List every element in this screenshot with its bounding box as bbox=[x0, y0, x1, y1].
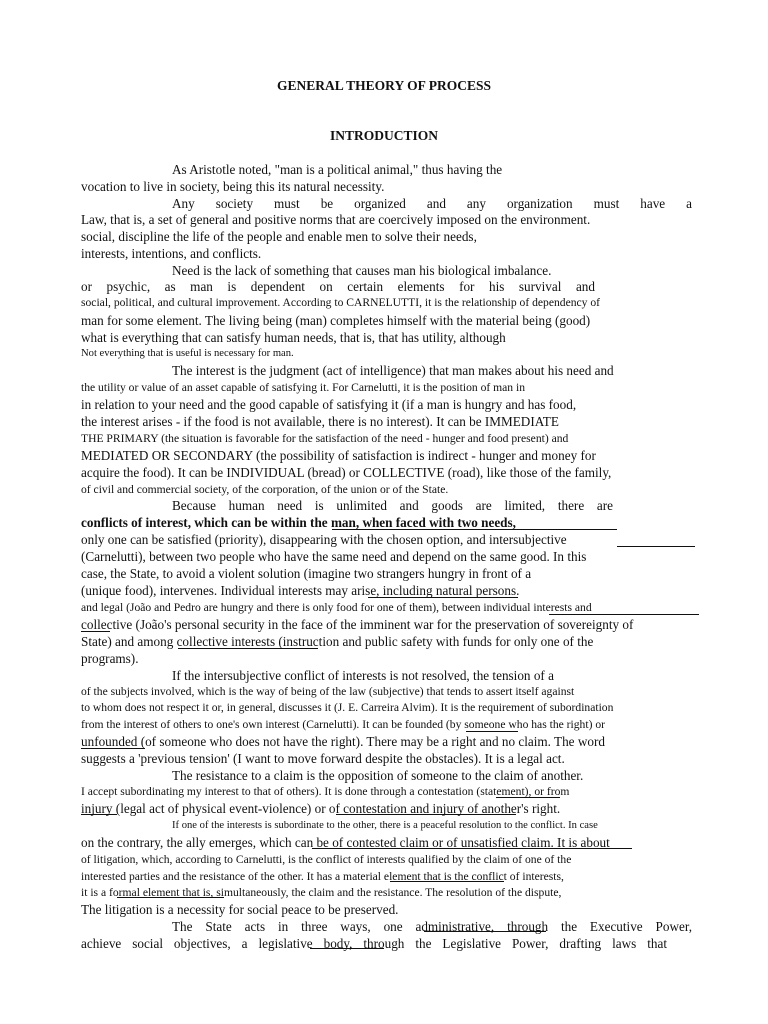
text-line: vocation to live in society, being this its natural necessity. bbox=[81, 179, 385, 194]
text-line: MEDIATED OR SECONDARY (the possibility of satisfaction is indirect - hunger and money for bbox=[81, 448, 596, 463]
underline-mark bbox=[81, 748, 145, 749]
text-line: acquire the food). It can be INDIVIDUAL (bread) or COLLECTIVE (road), like those of the family, bbox=[81, 465, 612, 480]
text-line: social, discipline the life of the people and enable men to solve their needs, bbox=[81, 229, 477, 244]
text-line: As Aristotle noted, "man is a political animal," thus having the bbox=[172, 162, 503, 177]
underline-mark bbox=[368, 597, 518, 598]
section-heading: INTRODUCTION bbox=[329, 128, 438, 143]
underline-mark bbox=[117, 897, 224, 898]
text-line: man for some element. The living being (man) completes himself with the material being (good) bbox=[81, 313, 591, 328]
underline-mark bbox=[424, 931, 546, 932]
text-line: and legal (João and Pedro are hungry and there is only food for one of them), between individual interests and bbox=[81, 601, 592, 614]
underline-mark bbox=[81, 631, 110, 632]
text-line: from the interest of others to one's own interest (Carnelutti). It can be founded (by someone who has the right) or bbox=[81, 718, 605, 731]
text-line: collective (João's personal security in the face of the imminent war for the preservation of sovereignty of bbox=[81, 617, 634, 632]
underline-mark bbox=[310, 948, 384, 949]
text-line: The litigation is a necessity for social peace to be preserved. bbox=[81, 902, 399, 917]
text-line: the interest arises - if the food is not available, there is no interest). It can be IMMEDIATE bbox=[81, 414, 559, 429]
text-line: of civil and commercial society, of the corporation, of the union or of the State. bbox=[81, 483, 449, 496]
text-line: If one of the interests is subordinate to the other, there is a peaceful resolution to the conflict. In case bbox=[172, 820, 598, 831]
text-line: on the contrary, the ally emerges, which can be of contested claim or of unsatisfied claim. It is about bbox=[81, 835, 610, 850]
underline-mark bbox=[332, 529, 617, 530]
text-line: The interest is the judgment (act of intelligence) that man makes about his need and bbox=[172, 363, 614, 378]
underline-mark bbox=[312, 848, 632, 849]
text-line: programs). bbox=[81, 651, 139, 666]
text-line: it is a formal element that is, simultaneously, the claim and the resistance. The resolution of the dispute, bbox=[81, 886, 562, 899]
text-line: of the subjects involved, which is the way of being of the law (subjective) that tends to assert itself against bbox=[81, 685, 575, 698]
text-line: THE PRIMARY (the situation is favorable for the satisfaction of the need - hunger and food present) and bbox=[81, 432, 569, 445]
text-line: in relation to your need and the good capable of satisfying it (if a man is hungry and has food, bbox=[81, 397, 577, 412]
text-line: the utility or value of an asset capable of satisfying it. For Carnelutti, it is the position of man in bbox=[81, 381, 526, 394]
text-line: If the intersubjective conflict of interests is not resolved, the tension of a bbox=[172, 668, 554, 683]
text-line: or psychic, as man is dependent on certain elements for his survival and bbox=[81, 279, 595, 294]
text-line: injury (legal act of physical event-violence) or of contestation and injury of another's right. bbox=[81, 801, 561, 816]
text-line: The resistance to a claim is the opposition of someone to the claim of another. bbox=[172, 768, 584, 783]
underline-mark bbox=[390, 881, 504, 882]
text-line: Not everything that is useful is necessary for man. bbox=[81, 348, 294, 359]
document-title: GENERAL THEORY OF PROCESS bbox=[277, 78, 491, 93]
text-line: what is everything that can satisfy human needs, that is, that has utility, although bbox=[81, 330, 506, 345]
text-line: I accept subordinating my interest to that of others). It is done through a contestation (statement), or from bbox=[81, 785, 570, 798]
text-line: to whom does not respect it or, in general, discusses it (J. E. Carreira Alvim). It is the requirement of subordination bbox=[81, 701, 614, 714]
text-line: State) and among collective interests (instruction and public safety with funds for only one of the bbox=[81, 634, 594, 649]
underline-mark bbox=[336, 814, 516, 815]
text-line: interested parties and the resistance of the other. It has a material element that is the conflict of interests, bbox=[81, 870, 564, 883]
underline-mark bbox=[496, 797, 560, 798]
underline-mark bbox=[81, 814, 117, 815]
text-line: case, the State, to avoid a violent solution (imagine two strangers hungry in front of a bbox=[81, 566, 532, 581]
text-line: achieve social objectives, a legislative body, through the Legislative Power, drafting laws that bbox=[81, 936, 667, 951]
text-line: social, political, and cultural improvement. According to CARNELUTTI, it is the relationship of dependency of bbox=[81, 296, 601, 309]
text-line: Need is the lack of something that causes man his biological imbalance. bbox=[172, 263, 552, 278]
text-line: only one can be satisfied (priority), disappearing with the chosen option, and intersubjective bbox=[81, 532, 567, 547]
text-line: of litigation, which, according to Carnelutti, is the conflict of interests qualified by the claim of one of the bbox=[81, 853, 572, 866]
text-line: unfounded (of someone who does not have the right). There may be a right and no claim. The word bbox=[81, 734, 605, 749]
text-line: interests, intentions, and conflicts. bbox=[81, 246, 262, 261]
underline-mark bbox=[466, 731, 518, 732]
text-line: Law, that is, a set of general and positive norms that are coercively imposed on the environment. bbox=[81, 212, 591, 227]
text-line: Any society must be organized and any organization must have a bbox=[172, 196, 692, 211]
text-line: suggests a 'previous tension' (I want to move forward despite the obstacles). It is a legal act. bbox=[81, 751, 565, 766]
underline-mark bbox=[178, 648, 318, 649]
underline-mark bbox=[549, 614, 699, 615]
text-line: The State acts in three ways, one administrative, through the Executive Power, bbox=[172, 919, 692, 934]
underline-mark bbox=[617, 546, 695, 547]
text-line: (Carnelutti), between two people who have the same need and depend on the same good. In this bbox=[81, 549, 587, 564]
text-line: Because human need is unlimited and goods are limited, there are bbox=[172, 498, 613, 513]
text-line: (unique food), intervenes. Individual interests may arise, including natural persons. bbox=[81, 583, 520, 598]
text-line: conflicts of interest, which can be within the man, when faced with two needs, bbox=[81, 515, 516, 530]
